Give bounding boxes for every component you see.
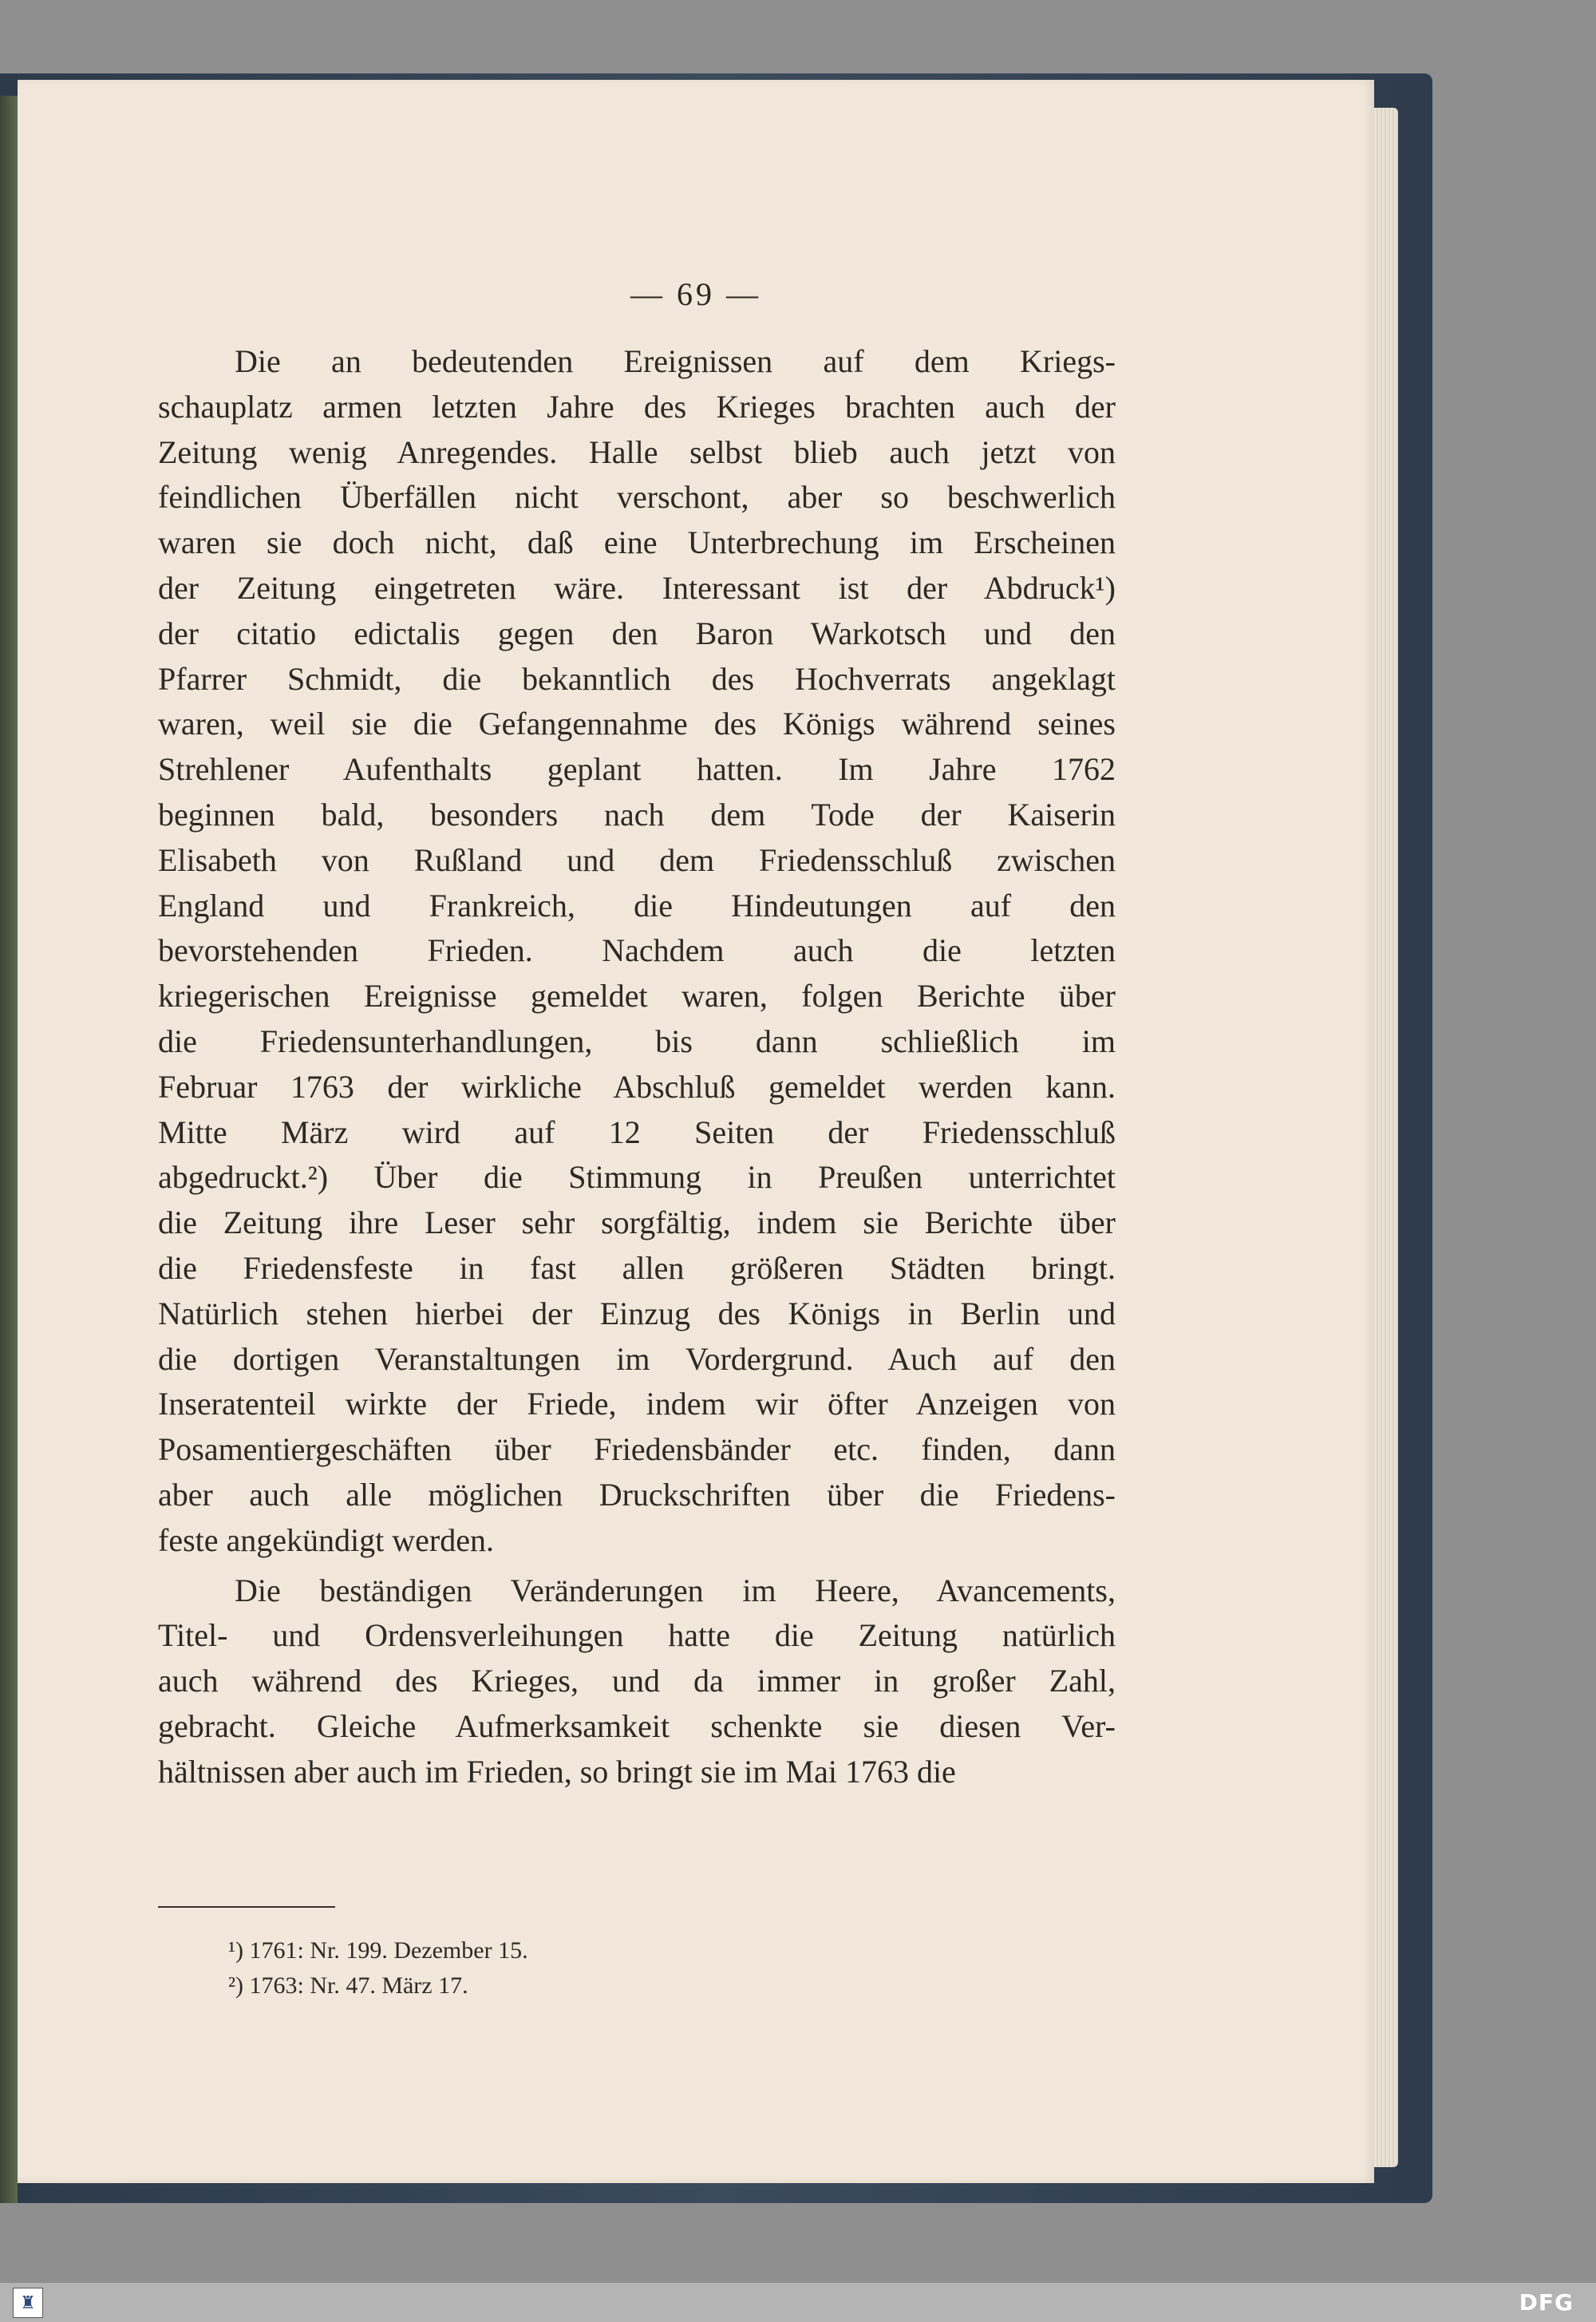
text-line: kriegerischen Ereignisse gemeldet waren, folgen Berichte über	[158, 978, 1116, 1015]
text-line: die Friedensunterhandlungen, bis dann schließlich im	[158, 1023, 1116, 1059]
library-crest-icon[interactable]: ♜	[13, 2288, 43, 2318]
text-line: Zeitung wenig Anregendes. Halle selbst blieb auch jetzt von	[158, 433, 1116, 470]
footnote-2: ²) 1763: Nr. 47. März 17.	[228, 1972, 468, 1999]
text-line: hältnissen aber auch im Frieden, so bringt sie im Mai 1763 die	[158, 1753, 956, 1790]
text-line: abgedruckt.²) Über die Stimmung in Preußen unterrichtet	[158, 1159, 1116, 1196]
text-line: Posamentiergeschäften über Friedensbänder etc. finden, dann	[158, 1431, 1116, 1468]
footnotes	[228, 1933, 787, 2004]
text-line: schauplatz armen letzten Jahre des Krieges brachten auch der	[158, 388, 1116, 425]
body-text	[158, 339, 1116, 1800]
text-line: auch während des Krieges, und da immer in großer Zahl,	[158, 1663, 1116, 1699]
text-line: waren, weil sie die Gefangennahme des Königs während seines	[158, 706, 1116, 742]
text-line: die Friedensfeste in fast allen größeren Städten bringt.	[158, 1249, 1116, 1286]
paragraph	[158, 1568, 1116, 1795]
text-line: Pfarrer Schmidt, die bekanntlich des Hochverrats angeklagt	[158, 660, 1116, 697]
text-line: der citatio edictalis gegen den Baron Warkotsch und den	[158, 615, 1116, 651]
dfg-logo[interactable]: DFG	[1519, 2289, 1574, 2316]
text-line: Die an bedeutenden Ereignissen auf dem Kriegs-	[235, 343, 1116, 379]
book-page	[18, 80, 1374, 2183]
footnote-1: ¹) 1761: Nr. 199. Dezember 15.	[228, 1937, 528, 1964]
text-line: bevorstehenden Frieden. Nachdem auch die letzten	[158, 932, 1116, 969]
text-line: beginnen bald, besonders nach dem Tode der Kaiserin	[158, 796, 1116, 833]
text-line: gebracht. Gleiche Aufmerksamkeit schenkte sie diesen Ver-	[158, 1707, 1116, 1744]
text-line: aber auch alle möglichen Druckschriften über die Friedens-	[158, 1476, 1116, 1513]
footnote-divider	[158, 1906, 335, 1908]
page-number: — 69 —	[630, 276, 761, 312]
text-line: Elisabeth von Rußland und dem Friedensschluß zwischen	[158, 841, 1116, 878]
text-line: waren sie doch nicht, daß eine Unterbrechung im Erscheinen	[158, 524, 1116, 561]
text-line: Titel- und Ordensverleihungen hatte die Zeitung natürlich	[158, 1617, 1116, 1654]
text-line: Strehlener Aufenthalts geplant hatten. Im Jahre 1762	[158, 751, 1116, 788]
text-line: Natürlich stehen hierbei der Einzug des Königs in Berlin und	[158, 1295, 1116, 1331]
text-line: feindlichen Überfällen nicht verschont, aber so beschwerlich	[158, 479, 1116, 516]
text-line: England und Frankreich, die Hindeutungen auf den	[158, 887, 1116, 924]
text-line: Februar 1763 der wirkliche Abschluß gemeldet werden kann.	[158, 1068, 1116, 1105]
paragraph	[158, 339, 1116, 1564]
text-line: feste angekündigt werden.	[158, 1521, 494, 1558]
text-line: die Zeitung ihre Leser sehr sorgfältig, indem sie Berichte über	[158, 1205, 1116, 1241]
viewer-footer-bar	[0, 2283, 1596, 2322]
text-line: der Zeitung eingetreten wäre. Interessant ist der Abdruck¹)	[158, 569, 1116, 606]
cover-edge-left	[0, 96, 18, 2203]
text-line: die dortigen Veranstaltungen im Vordergrund. Auch auf den	[158, 1340, 1116, 1377]
text-line: Inseratenteil wirkte der Friede, indem wir öfter Anzeigen von	[158, 1386, 1116, 1422]
text-line: Die beständigen Veränderungen im Heere, Avancements,	[235, 1572, 1116, 1608]
text-line: Mitte März wird auf 12 Seiten der Friedensschluß	[158, 1114, 1116, 1150]
